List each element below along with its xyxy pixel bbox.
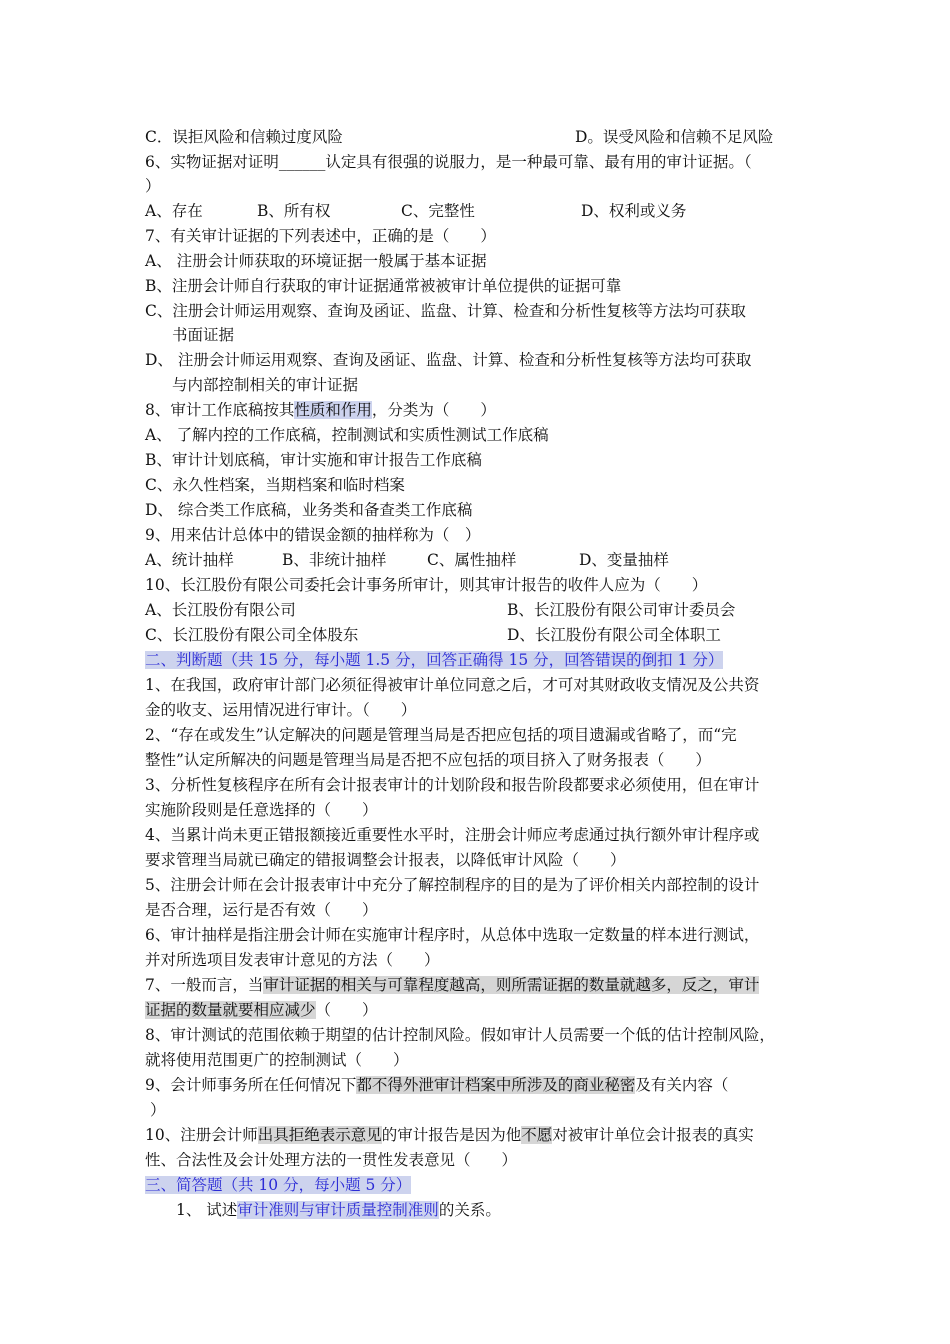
tf-1-cont: 金的收支、运用情况进行审计。（ ） bbox=[145, 701, 417, 719]
highlighted-text: 出具拒绝表示意见 bbox=[257, 1126, 382, 1144]
option-c: C、完整性 bbox=[401, 202, 475, 220]
tf-10 bbox=[145, 1123, 754, 1147]
question-6-options bbox=[145, 199, 687, 223]
option-a: A、长江股份有限公司 bbox=[145, 601, 296, 619]
text: 的关系。 bbox=[438, 1201, 501, 1219]
question-10-options-cd bbox=[145, 623, 721, 647]
section-heading-text: 三、简答题（共 10 分，每小题 5 分） bbox=[145, 1176, 412, 1194]
tf-4-cont: 要求管理当局就已确定的错报调整会计报表，以降低审计风险（ ） bbox=[145, 851, 626, 869]
tf-5: 5、注册会计师在会计报表审计中充分了解控制程序的目的是为了评价相关内部控制的设计 bbox=[145, 876, 760, 894]
question-8-option-d: D、 综合类工作底稿，业务类和备查类工作底稿 bbox=[145, 501, 473, 519]
tf-1: 1、在我国，政府审计部门必须征得被审计单位同意之后，才可对其财政收支情况及公共资 bbox=[145, 676, 760, 694]
question-10: 10、长江股份有限公司委托会计事务所审计，则其审计报告的收件人应为（ ） bbox=[145, 576, 708, 594]
question-8-option-a: A、 了解内控的工作底稿，控制测试和实质性测试工作底稿 bbox=[145, 426, 549, 444]
option-d: D、长江股份有限公司全体职工 bbox=[507, 626, 721, 644]
question-9: 9、用来估计总体中的错误金额的抽样称为（ ） bbox=[145, 526, 481, 544]
question-7: 7、有关审计证据的下列表述中，正确的是（ ） bbox=[145, 227, 496, 245]
tf-3: 3、分析性复核程序在所有会计报表审计的计划阶段和报告阶段都要求必须使用，但在审计 bbox=[145, 776, 760, 794]
option-d: D。误受风险和信赖不足风险 bbox=[575, 128, 774, 146]
question-7-option-d: D、 注册会计师运用观察、查询及函证、监盘、计算、检查和分析性复核等方法均可获取 bbox=[145, 351, 752, 369]
tf-2-cont: 整性”认定所解决的问题是管理当局是否把不应包括的项目挤入了财务报表（ ） bbox=[145, 751, 711, 769]
highlighted-text: 审计证据的相关与可靠程度越高，则所需证据的数量就越多，反之，审计 bbox=[263, 976, 760, 994]
highlighted-text: 都不得外泄审计档案中所涉及的商业秘密 bbox=[356, 1076, 636, 1094]
tf-9 bbox=[145, 1073, 728, 1097]
text: （ ） bbox=[315, 1001, 378, 1019]
text: 8、审计工作底稿按其 bbox=[145, 401, 295, 419]
text: 及有关内容（ bbox=[635, 1076, 729, 1094]
text: 7、一般而言，当 bbox=[145, 976, 264, 994]
highlighted-text: 性质和作用 bbox=[294, 401, 372, 419]
question-8 bbox=[145, 398, 496, 422]
section-3-heading bbox=[145, 1173, 411, 1197]
tf-5-cont: 是否合理，运行是否有效（ ） bbox=[145, 901, 378, 919]
option-c: C、长江股份有限公司全体股东 bbox=[145, 626, 359, 644]
option-b: B、所有权 bbox=[257, 202, 331, 220]
text: ，分类为（ ） bbox=[371, 401, 496, 419]
tf-6-cont: 并对所选项目发表审计意见的方法（ ） bbox=[145, 951, 440, 969]
tf-2: 2、“存在或发生”认定解决的问题是管理当局是否把应包括的项目遗漏或省略了，而“完 bbox=[145, 726, 737, 744]
option-b: B、长江股份有限公司审计委员会 bbox=[507, 601, 736, 619]
question-7-option-d-cont: 与内部控制相关的审计证据 bbox=[172, 376, 359, 394]
text: 9、会计师事务所在任何情况下 bbox=[145, 1076, 357, 1094]
tf-3-cont: 实施阶段则是任意选择的（ ） bbox=[145, 801, 378, 819]
text: 1、 试述 bbox=[176, 1201, 238, 1219]
tf-7-cont bbox=[145, 998, 378, 1022]
option-a: A、统计抽样 bbox=[145, 551, 234, 569]
option-a: A、存在 bbox=[145, 202, 203, 220]
tf-8-cont: 就将使用范围更广的控制测试（ ） bbox=[145, 1051, 409, 1069]
question-7-option-c: C、注册会计师运用观察、查询及函证、监盘、计算、检查和分析性复核等方法均可获取 bbox=[145, 302, 746, 320]
tf-7 bbox=[145, 973, 759, 997]
highlighted-text: 不愿 bbox=[521, 1126, 553, 1144]
question-7-option-a: A、 注册会计师获取的环境证据一般属于基本证据 bbox=[145, 252, 487, 270]
tf-9-close: ） bbox=[150, 1101, 166, 1119]
question-8-option-b: B、审计计划底稿，审计实施和审计报告工作底稿 bbox=[145, 451, 482, 469]
highlighted-text: 审计准则与审计质量控制准则 bbox=[237, 1201, 439, 1219]
question-6-close: ） bbox=[145, 177, 161, 195]
text: 对被审计单位会计报表的真实 bbox=[552, 1126, 754, 1144]
question-6: 6、实物证据对证明______认定具有很强的说服力，是一种最可靠、最有用的审计证据。（ bbox=[145, 153, 752, 171]
tf-10-cont: 性、合法性及会计处理方法的一贯性发表意见（ ） bbox=[145, 1151, 518, 1169]
tf-4: 4、当累计尚未更正错报额接近重要性水平时，注册会计师应考虑通过执行额外审计程序或 bbox=[145, 826, 760, 844]
short-answer-1 bbox=[176, 1198, 501, 1222]
option-b: B、非统计抽样 bbox=[282, 551, 387, 569]
option-d: D、权利或义务 bbox=[581, 202, 687, 220]
question-7-option-b: B、注册会计师自行获取的审计证据通常被被审计单位提供的证据可靠 bbox=[145, 277, 622, 295]
option-line-c-d bbox=[145, 125, 774, 149]
option-c: C、属性抽样 bbox=[427, 551, 517, 569]
tf-8: 8、审计测试的范围依赖于期望的估计控制风险。假如审计人员需要一个低的估计控制风险， bbox=[145, 1026, 775, 1044]
question-7-option-c-cont: 书面证据 bbox=[172, 326, 235, 344]
question-8-option-c: C、永久性档案，当期档案和临时档案 bbox=[145, 476, 405, 494]
option-d: D、变量抽样 bbox=[579, 551, 669, 569]
highlighted-text: 证据的数量就要相应减少 bbox=[145, 1001, 316, 1019]
question-9-options bbox=[145, 548, 669, 572]
text: 的审计报告是因为他 bbox=[381, 1126, 522, 1144]
text: 10、注册会计师 bbox=[145, 1126, 258, 1144]
question-10-options-ab bbox=[145, 598, 736, 622]
section-2-heading bbox=[145, 648, 723, 672]
section-heading-text: 二、判断题（共 15 分，每小题 1.5 分，回答正确得 15 分，回答错误的倒扣 1 分） bbox=[145, 651, 724, 669]
tf-6: 6、审计抽样是指注册会计师在实施审计程序时，从总体中选取一定数量的样本进行测试， bbox=[145, 926, 760, 944]
option-c: C．误拒风险和信赖过度风险 bbox=[145, 128, 343, 146]
